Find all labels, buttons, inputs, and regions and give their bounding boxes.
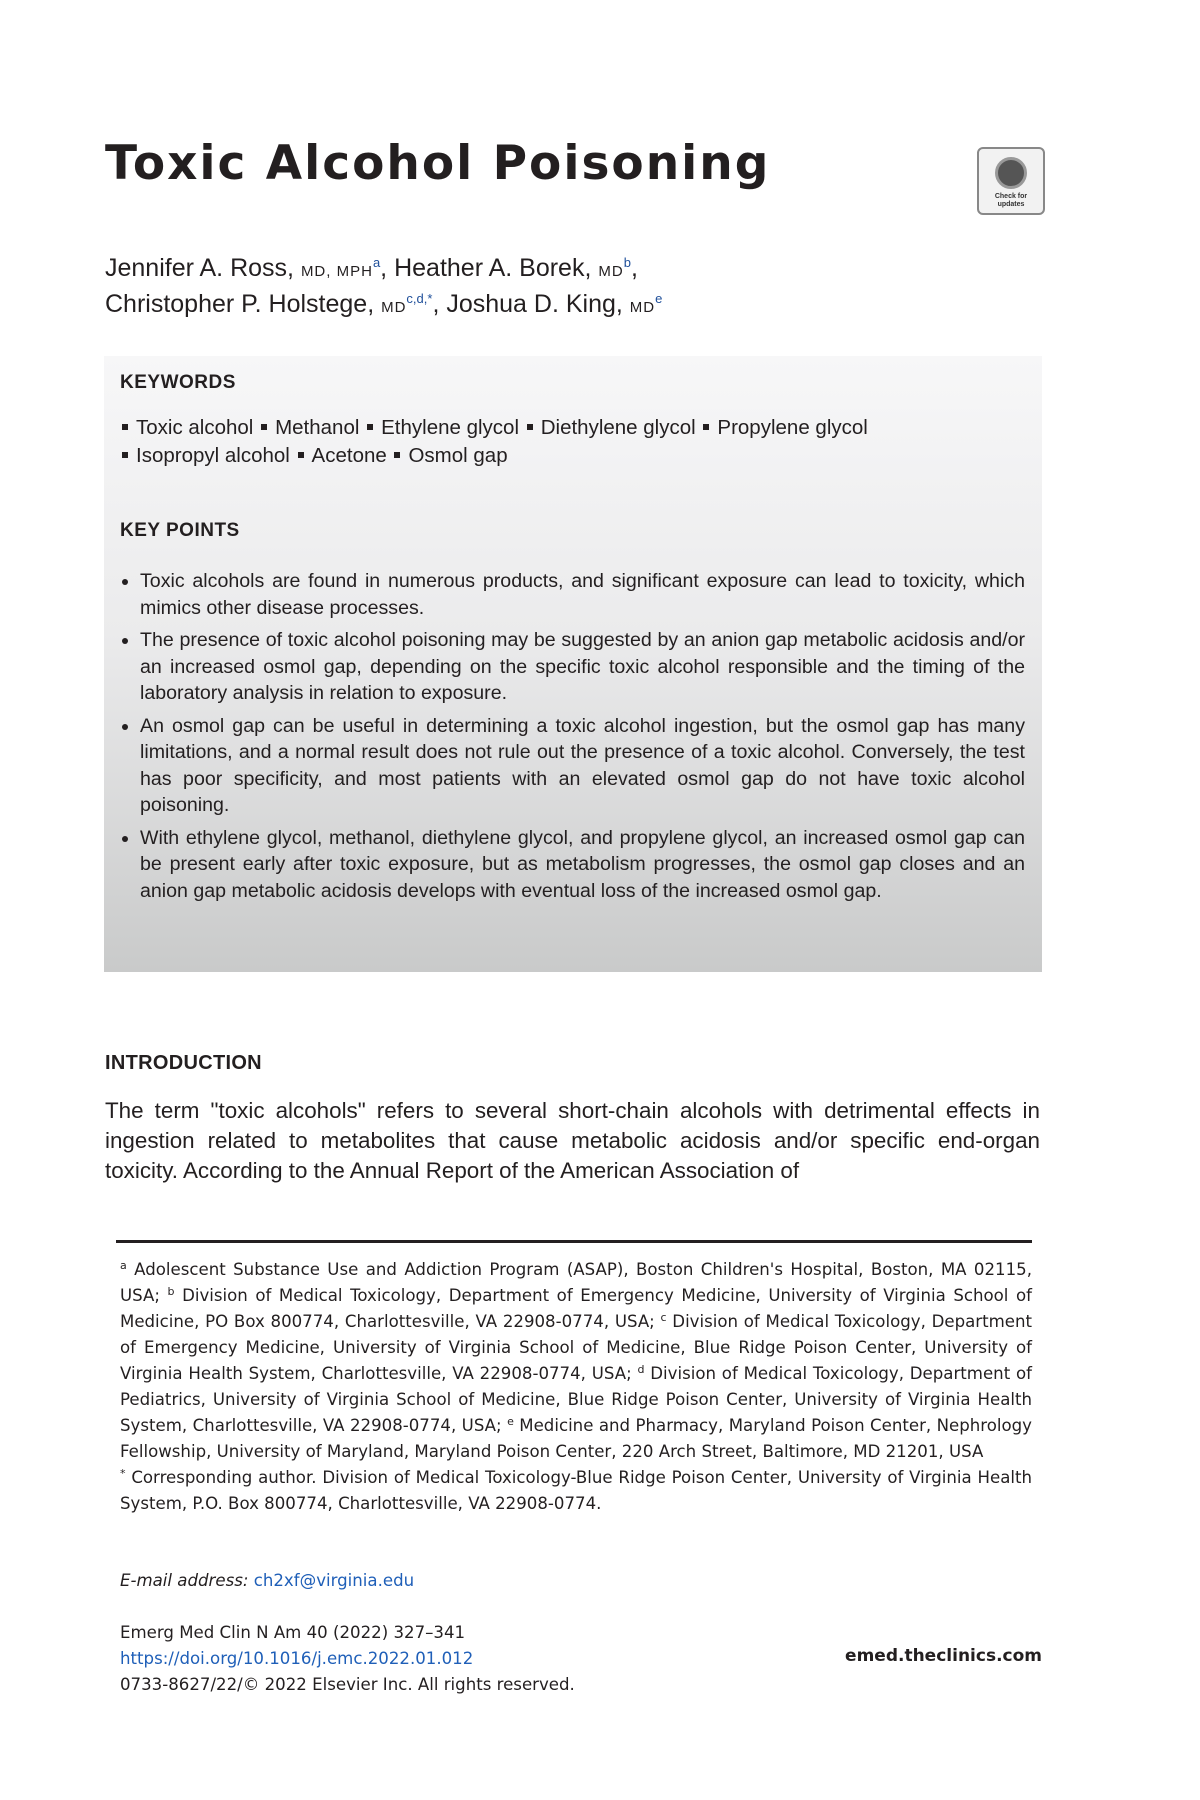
doi-link[interactable]: https://doi.org/10.1016/j.emc.2022.01.012 [120, 1649, 474, 1668]
keywords-keypoints-box [104, 356, 1042, 972]
affiliation-mark: e [507, 1415, 514, 1428]
bullet-dot-icon [122, 579, 128, 585]
keyword: Acetone [296, 444, 387, 467]
author: Jennifer A. Ross, MD, MPH$^a$, [105, 254, 395, 282]
affiliation-mark: d [637, 1363, 645, 1376]
footnote-divider [116, 1240, 1032, 1243]
check-for-updates-label: Check for updates [994, 193, 1028, 208]
citation-block [120, 1620, 575, 1698]
keyword: Diethylene glycol [525, 416, 696, 439]
copyright: 0733-8627/22/© 2022 Elsevier Inc. All rights reserved. [120, 1675, 575, 1694]
bullet-square-icon [122, 424, 128, 430]
key-points-list [120, 568, 1025, 910]
bullet-square-icon [394, 452, 400, 458]
author: Heather A. Borek, $MD^b$, [394, 254, 638, 282]
bullet-square-icon [122, 452, 128, 458]
key-point: With ethylene glycol, methanol, diethylene glycol, and propylene glycol, an increased osmol gap can be present early after toxic exposure, but as metabolism progresses, the osmol gap closes and an anion gap metabolic acidosis develops with eventual loss of the increased osmol gap. [120, 825, 1025, 905]
keyword: Isopropyl alcohol [120, 444, 290, 467]
key-points-heading: KEY POINTS [120, 520, 240, 541]
affiliation-mark: c [660, 1311, 667, 1324]
affiliation-mark: b [167, 1285, 175, 1298]
key-point: An osmol gap can be useful in determining a toxic alcohol ingestion, but the osmol gap has many limitations, and a normal result does not rule out the presence of a toxic alcohol. Conversely, the test has poor specificity, and most patients with an elevated osmol gap do not have toxic alcohol poisoning. [120, 713, 1025, 819]
journal-site-link[interactable]: emed.theclinics.com [845, 1646, 1042, 1666]
affiliation-link[interactable]: b [623, 255, 631, 270]
bullet-square-icon [298, 452, 304, 458]
email-link[interactable]: ch2xf@virginia.edu [253, 1571, 415, 1590]
corresponding-author: Corresponding author. Division of Medical Toxicology-Blue Ridge Poison Center, University of Virginia Health System, P.O. Box 800774, Charlottesville, VA 22908-0774. [120, 1468, 1032, 1513]
keyword: Osmol gap [392, 444, 507, 467]
affiliations-footnote: $^a$ Adolescent Substance Use and Addiction Program (ASAP), Boston Children's Hospital, Boston, MA 02115, USA; $^b$ Division of Medical Toxicology, Department of Emergency Medicine, University of Virginia School of Medicine, PO Box 800774, Charlottesville, VA 22908-0774, USA; $^c$ Division of Medical Toxicology, Department of Emergency Medicine, University of Virginia School of Medicine, Blue Ridge Poison Center, University of Virginia Health System, Charlottesville, VA 22908-0774, USA; $^d$ Division of Medical Toxicology, Department of Pediatrics, University of Virginia School of Medicine, Blue Ridge Poison Center, University of Virginia Health System, Charlottesville, VA 22908-0774, USA; $^e$ Medicine and Pharmacy, Maryland Poison Center, Nephrology Fellowship, University of Maryland, Maryland Poison Center, 220 Arch Street, Baltimore, MD 21201, USA * Corresponding author. Division of Medical Toxicology-Blue Ridge Poison Center, University of Virginia Health System, P.O. Box 800774, Charlottesville, VA 22908-0774. [120, 1259, 1032, 1513]
bullet-square-icon [703, 424, 709, 430]
author: Christopher P. Holstege, $MD^{c,d,*}$, [105, 290, 447, 318]
introduction-heading: INTRODUCTION [105, 1052, 262, 1074]
update-circle-icon [995, 157, 1027, 189]
keyword: Propylene glycol [701, 416, 867, 439]
affiliation-link[interactable]: e [655, 291, 663, 306]
bullet-dot-icon [122, 638, 128, 644]
bullet-dot-icon [122, 836, 128, 842]
affiliation-link[interactable]: a [372, 255, 381, 270]
bullet-dot-icon [122, 724, 128, 730]
corresponding-mark: * [120, 1467, 126, 1480]
keywords-list [120, 414, 1020, 470]
keyword: Methanol [259, 416, 359, 439]
keyword: Toxic alcohol [120, 416, 253, 439]
bullet-square-icon [261, 424, 267, 430]
bullet-square-icon [527, 424, 533, 430]
article-title: Toxic Alcohol Poisoning [105, 136, 771, 191]
keyword: Ethylene glycol [365, 416, 519, 439]
check-for-updates-badge[interactable] [977, 147, 1045, 215]
key-point: Toxic alcohols are found in numerous products, and significant exposure can lead to toxicity, which mimics other disease processes. [120, 568, 1025, 621]
email-label: E-mail address: [120, 1571, 249, 1590]
key-point: The presence of toxic alcohol poisoning may be suggested by an anion gap metabolic acidosis and/or an increased osmol gap, depending on the specific toxic alcohol responsible and the timing of the laboratory analysis in relation to exposure. [120, 627, 1025, 707]
bullet-square-icon [367, 424, 373, 430]
journal-citation: Emerg Med Clin N Am 40 (2022) 327–341 [120, 1623, 466, 1642]
email-line [120, 1571, 414, 1590]
keywords-heading: KEYWORDS [120, 372, 236, 393]
affiliation-link[interactable]: c,d,* [406, 291, 433, 306]
affiliation-mark: a [120, 1259, 127, 1272]
author: Joshua D. King, MDe [446, 290, 663, 318]
author-list [105, 252, 1005, 324]
introduction-text: The term "toxic alcohols" refers to several short-chain alcohols with detrimental effects in ingestion related to metabolites that cause metabolic acidosis and/or specific end-organ toxicity. According to the Annual Report of the American Association of [105, 1098, 1040, 1183]
